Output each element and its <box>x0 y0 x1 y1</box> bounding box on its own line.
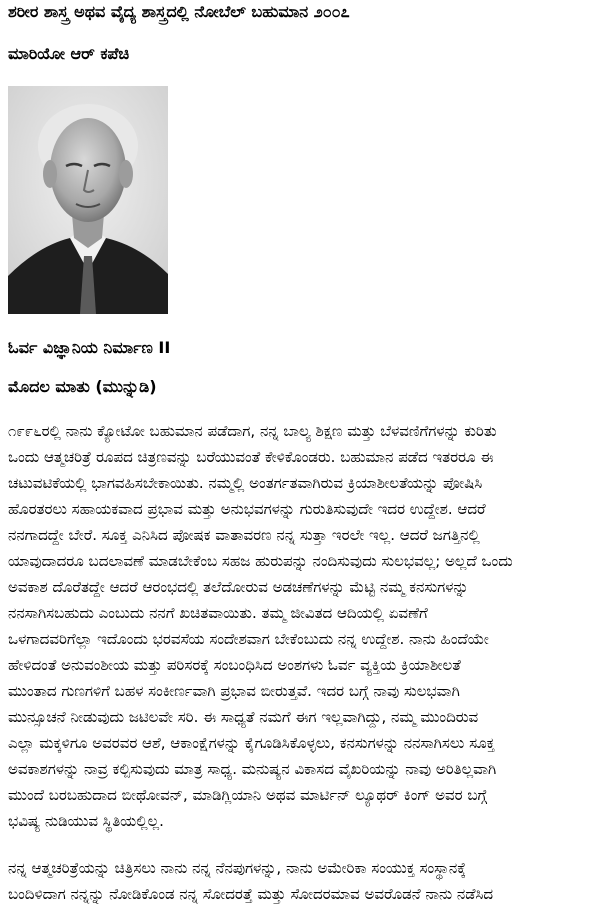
paragraph-line: ಮುಂದೆ ಬರಬಹುದಾದ ಬೀಥೋವನ್, ಮಾಡಿಗ್ಲಿಯಾನಿ ಅಥವ ಮಾರ್ಟಿನ್ ಲ್ಯೂಥರ್ ಕಿಂಗ್ ಅವರ ಬಗ್ಗೆ <box>8 786 488 804</box>
author-name: ಮಾರಿಯೋ ಆರ್ ಕಪೆಚಿ <box>8 44 130 63</box>
paragraph-line: ಮುನ್ಸೂಚನೆ ನೀಡುವುದು ಜಟಿಲವೇ ಸರಿ. ಈ ಸಾಧ್ಯತೆ ನಮಗೆ ಈಗ ಇಲ್ಲವಾಗಿದ್ದು, ನಮ್ಮ ಮುಂದಿರುವ <box>8 708 479 726</box>
subsection-title: ಮೊದಲ ಮಾತು (ಮುನ್ನುಡಿ) <box>8 377 157 396</box>
portrait-photo-icon <box>8 86 168 314</box>
paragraph-line: ನನ್ನ ಆತ್ಮಚರಿತ್ರೆಯನ್ನು ಚಿತ್ರಿಸಲು ನಾನು ನನ್ನ ನೆನಪುಗಳನ್ನು, ನಾನು ಅಮೇರಿಕಾ ಸಂಯುಕ್ತ ಸಂಸ್ಥಾನಕ್ಕೆ <box>8 859 467 877</box>
paragraph-line: ನನಗಾದದ್ದೇ ಬೇರೆ. ಸೂಕ್ತ ಎನಿಸಿದ ಪೋಷಕ ವಾತಾವರಣ ನನ್ನ ಸುತ್ತಾ ಇರಲೇ ಇಲ್ಲ. ಆದರೆ ಜಗತ್ತಿನಲ್ಲಿ <box>8 526 480 544</box>
section-title: ಓರ್ವ ವಿಜ್ಞಾನಿಯ ನಿರ್ಮಾಣ II <box>8 338 171 357</box>
paragraph-line: ಯಾವುದಾದರೂ ಬದಲಾವಣೆ ಮಾಡಬೇಕೆಂಬ ಸಹಜ ಹುರುಪನ್ನು ನಂದಿಸುವುದು ಸುಲಭವಲ್ಲ; ಅಲ್ಲದೆ ಒಂದು <box>8 552 513 570</box>
paragraph-line: ಅವಕಾಶ ದೊರೆತದ್ದೇ ಆದರೆ ಆರಂಭದಲ್ಲಿ ತಲೆದೋರುವ ಅಡಚಣೆಗಳನ್ನು ಮೆಟ್ಟಿ ನಮ್ಮ ಕನಸುಗಳನ್ನು <box>8 578 469 596</box>
paragraph-line: ಎಲ್ಲಾ ಮಕ್ಕಳಿಗೂ ಅವರವರ ಆಶೆ, ಆಕಾಂಕ್ಷೆಗಳನ್ನು ಕೈಗೂಡಿಸಿಕೊಳ್ಳಲು, ಕನಸುಗಳನ್ನು ನನಸಾಗಿಸಲು ಸೂಕ್ತ <box>8 734 495 752</box>
portrait-photo <box>8 86 168 314</box>
paragraph-line: ಅವಕಾಶಗಳನ್ನು ನಾವ್ರ ಕಲ್ಪಿಸುವುದು ಮಾತ್ರ ಸಾಧ್ಯ. ಮನುಷ್ಯನ ವಿಕಾಸದ ವೈಖರಿಯನ್ನು ನಾವು ಅರಿತಿಲ್ಲವಾಗಿ <box>8 760 497 778</box>
paragraph-line: ನನಸಾಗಿಸಬಹುದು ಎಂಬುದು ನನಗೆ ಖಚಿತವಾಯಿತು. ತಮ್ಮ ಜೀವಿತದ ಆದಿಯಲ್ಲಿ ಏವಣೆಗೆ <box>8 604 428 622</box>
paragraph-line: ಒಂದು ಆತ್ಮಚರಿತ್ರೆ ರೂಪದ ಚಿತ್ರಣವನ್ನು ಬರೆಯುವಂತೆ ಕೇಳಿಕೊಂಡರು. ಬಹುಮಾನ ಪಡೆದ ಇತರರೂ ಈ <box>8 448 494 466</box>
paragraph-line: ಒಳಗಾದವರಿಗೆಲ್ಲಾ ಇದೊಂದು ಭರವಸೆಯ ಸಂದೇಶವಾಗ ಬೇಕೆಂಬುದು ನನ್ನ ಉದ್ದೇಶ. ನಾನು ಹಿಂದೆಯೇ <box>8 630 489 648</box>
paragraph-line: ಚಟುವಟಿಕೆಯಲ್ಲಿ ಭಾಗವಹಿಸಬೇಕಾಯಿತು. ನಮ್ಮಲ್ಲಿ ಅಂತರ್ಗತವಾಗಿರುವ ಕ್ರಿಯಾಶೀಲತೆಯನ್ನು ಪೋಷಿಸಿ <box>8 474 483 492</box>
paragraph-line: ಬಂದಿಳಿದಾಗ ನನ್ನನ್ನು ನೋಡಿಕೊಂಡ ನನ್ನ ಸೋದರತ್ತೆ ಮತ್ತು ಸೋದರಮಾವ ಅವರೊಡನೆ ನಾನು ನಡೆಸಿದ <box>8 885 494 903</box>
document-title: ಶರೀರ ಶಾಸ್ತ್ರ ಅಥವ ವೈದ್ಯ ಶಾಸ್ತ್ರದಲ್ಲಿ ನೋಬೆಲ್ ಬಹುಮಾನ ೨೦೦೭ <box>8 2 350 21</box>
paragraph-line: ೧೯೯೬ರಲ್ಲಿ ನಾನು ಕ್ಯೋಟೋ ಬಹುಮಾನ ಪಡೆದಾಗ, ನನ್ನ ಬಾಲ್ಯ ಶಿಕ್ಷಣ ಮತ್ತು ಬೆಳವಣಿಗೆಗಳನ್ನು ಕುರಿತು <box>8 422 497 440</box>
paragraph-line: ಹೊರತರಲು ಸಹಾಯಕವಾದ ಪ್ರಭಾವ ಮತ್ತು ಅನುಭವಗಳನ್ನು ಗುರುತಿಸುವುದೇ ಇದರ ಉದ್ದೇಶ. ಆದರೆ <box>8 500 486 518</box>
paragraph-line: ಭವಿಷ್ಯ ನುಡಿಯುವ ಸ್ಥಿತಿಯಲ್ಲಿಲ್ಲ. <box>8 812 164 830</box>
paragraph-line: ಹೇಳಿದಂತೆ ಅನುವಂಶೀಯ ಮತ್ತು ಪರಿಸರಕ್ಕೆ ಸಂಬಂಧಿಸಿದ ಅಂಶಗಳು ಓರ್ವ ವ್ಯಕ್ತಿಯ ಕ್ರಿಯಾಶೀಲತೆ <box>8 656 461 674</box>
paragraph-line: ಮುಂತಾದ ಗುಣಗಳಿಗೆ ಬಹಳ ಸಂಕೀರ್ಣವಾಗಿ ಪ್ರಭಾವ ಬೀರುತ್ತವೆ. ಇದರ ಬಗ್ಗೆ ನಾವು ಸುಲಭವಾಗಿ <box>8 682 460 700</box>
